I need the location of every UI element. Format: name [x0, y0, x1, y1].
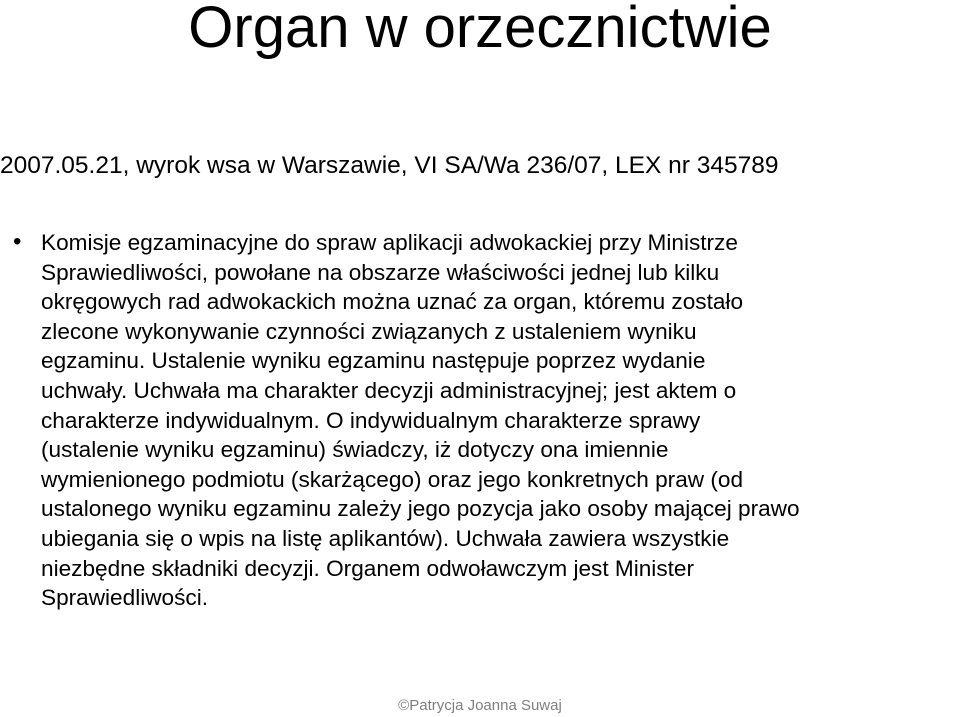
bullet-text: [41, 228, 960, 613]
bullet-text-line: ustalonego wyniku egzaminu zależy jego pozycja jako osoby mającej prawo: [41, 496, 800, 522]
bullet-text-line: (ustalenie wyniku egzaminu) świadczy, iż dotyczy ona imiennie: [41, 437, 669, 463]
bullet-text-line: Komisje egzaminacyjne do spraw aplikacji adwokackiej przy Ministrze: [41, 230, 738, 255]
bullet-text-line: egzaminu. Ustalenie wyniku egzaminu następuje poprzez wydanie: [41, 348, 706, 374]
bullet-text-line: zlecone wykonywanie czynności związanych z ustaleniem wyniku: [41, 318, 697, 344]
bullet-text-line: niezbędne składniki decyzji. Organem odwoławczym jest Minister: [41, 555, 694, 581]
slide-title: Organ w orzecznictwie: [188, 0, 772, 60]
bullet-text-line: uchwały. Uchwała ma charakter decyzji administracyjnej; jest aktem o: [41, 377, 737, 403]
bullet-text-line: Sprawiedliwości.: [41, 585, 209, 611]
bullet-text-line: okręgowych rad adwokackich można uznać za organ, któremu zostało: [41, 289, 744, 315]
bullet-text-line: Sprawiedliwości, powołane na obszarze właściwości jednej lub kilku: [41, 259, 720, 285]
court-ruling-citation: 2007.05.21, wyrok wsa w Warszawie, VI SA/Wa 236/07, LEX nr 345789: [0, 152, 779, 179]
copyright-footer: ©Patrycja Joanna Suwaj: [398, 697, 562, 714]
bullet-text-line: ubiegania się o wpis na listę aplikantów). Uchwała zawiera wszystkie: [41, 525, 730, 551]
bullet-text-line: wymienionego podmiotu (skarżącego) oraz jego konkretnych praw (od: [41, 466, 744, 492]
bullet-text-line: charakterze indywidualnym. O indywidualnym charakterze sprawy: [41, 407, 701, 433]
bullet-dot-icon: •: [13, 228, 22, 255]
